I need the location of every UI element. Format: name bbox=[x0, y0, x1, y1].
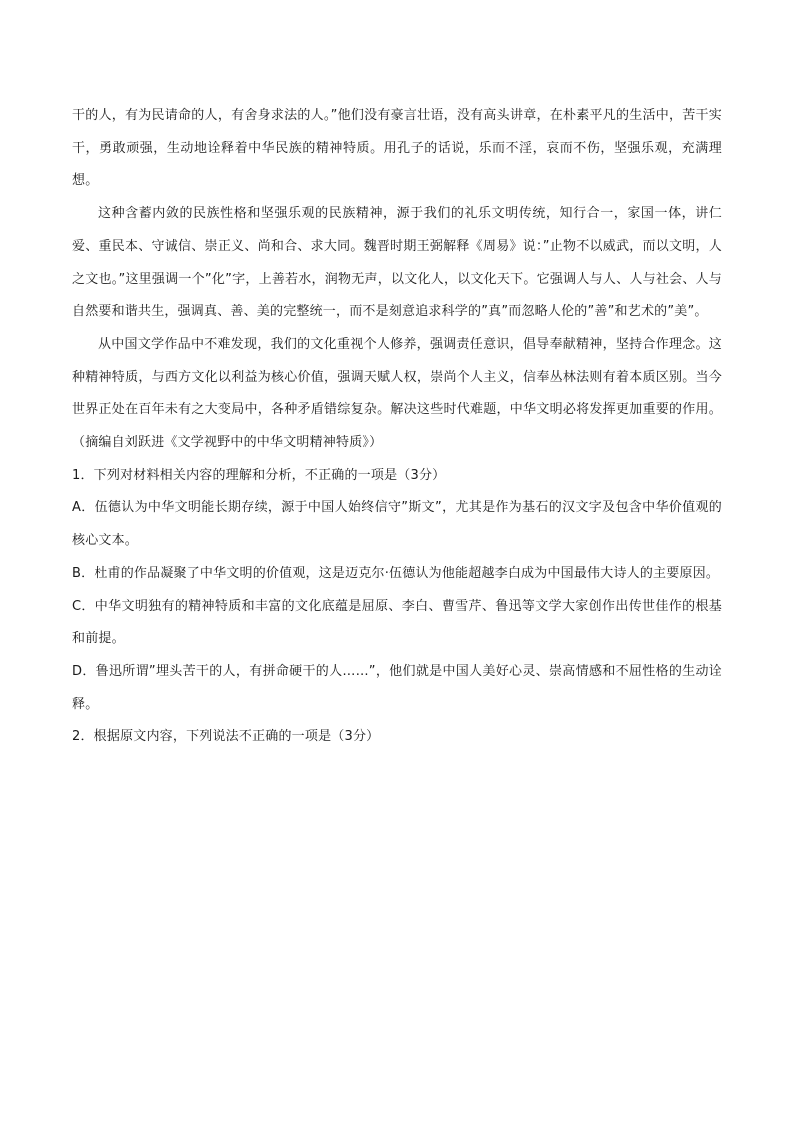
question-1-option-c: C．中华文明独有的精神特质和丰富的文化底蕴是屈原、李白、曹雪芹、鲁迅等文学大家创作出传世佳作的根基和前提。 bbox=[72, 598, 722, 647]
question-1-option-d: D．鲁迅所谓”埋头苦干的人，有拼命硬干的人……”，他们就是中国人美好心灵、崇高情感和不屈性格的生动诠释。 bbox=[72, 663, 722, 712]
question-1-stem: 1．下列对材料相关内容的理解和分析，不正确的一项是（3分） bbox=[72, 467, 446, 483]
paragraph-2: 这种含蓄内敛的民族性格和坚强乐观的民族精神，源于我们的礼乐文明传统，知行合一，家国一体，讲仁爱、重民本、守诚信、崇正义、尚和合、求大同。魏晋时期王弼解释《周易》说：”止物不以威武，而以文明，人之文也。”这里强调一个”化”字，上善若水，润物无声，以文化人，以文化天下。它强调人与人、人与社会、人与自然要和谐共生，强调真、善、美的完整统一，而不是刻意追求科学的”真”而忽略人伦的”善”和艺术的”美”。 bbox=[72, 206, 722, 320]
question-1-option-a: A．伍德认为中华文明能长期存续，源于中国人始终信守”斯文”，尤其是作为基石的汉文字及包含中华价值观的核心文本。 bbox=[72, 500, 722, 549]
paragraph-1: 干的人，有为民请命的人，有舍身求法的人。”他们没有豪言壮语，没有高头讲章，在朴素平凡的生活中，苦干实干，勇敢顽强，生动地诠释着中华民族的精神特质。用孔子的话说，乐而不淫，哀而不伤，坚强乐观，充满理想。 bbox=[72, 108, 722, 189]
paragraph-3: 从中国文学作品中不难发现，我们的文化重视个人修养，强调责任意识，倡导奉献精神，坚持合作理念。这种精神特质，与西方文化以利益为核心价值，强调天赋人权，崇尚个人主义，信奉丛林法则有着本质区别。当今世界正处在百年未有之大变局中，各种矛盾错综复杂。解决这些时代难题，中华文明必将发挥更加重要的作用。（摘编自刘跃进《文学视野中的中华文明精神特质》） bbox=[72, 336, 722, 451]
document-body bbox=[72, 100, 722, 754]
question-1-option-b: B．杜甫的作品凝聚了中华文明的价值观，这是迈克尔·伍德认为他能超越李白成为中国最伟大诗人的主要原因。 bbox=[72, 565, 720, 581]
question-2-stem: 2．根据原文内容，下列说法不正确的一项是（3分） bbox=[72, 729, 380, 745]
